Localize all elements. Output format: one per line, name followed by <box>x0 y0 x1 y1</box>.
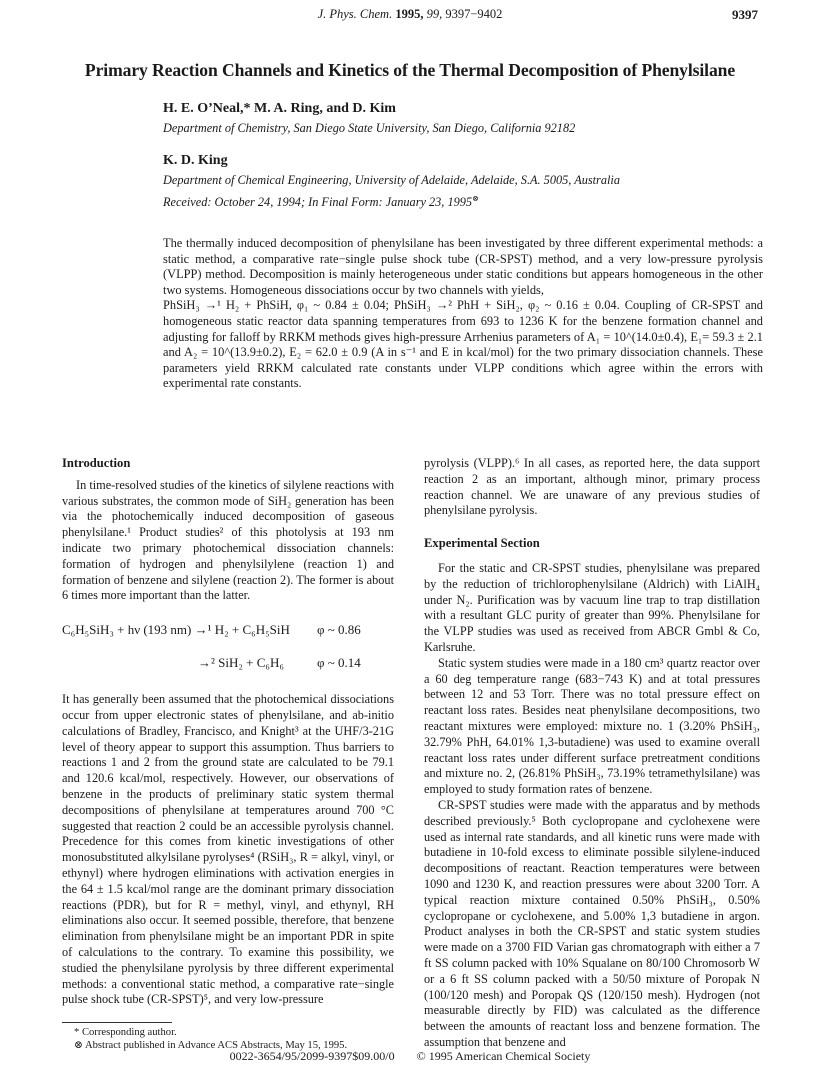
quantum-yield-2: φ ~ 0.14 <box>317 655 361 671</box>
footnotes <box>62 1022 394 1052</box>
footnote-corresponding: * Corresponding author. <box>74 1027 177 1038</box>
reaction-equation <box>62 622 394 682</box>
paragraph: It has generally been assumed that the photochemical dissociations occur from upper electronic states of phenylsilane, and ab-initio calculations of Bradley, Francisco, and Knight³ at the UHF/3-21G level of theory appear to support this assumption. Thus barriers to reactions 1 and 2 from the ground state are calculated to be 79.1 and 120.6 kcal/mol, respectively. However, our observations of benzene in the products of preliminary static system thermal decompositions of phenylsilane at temperatures around 700 °C suggested that reaction 2 could be an accessible pyrolysis channel. Precedence for this comes from kinetic investigations of other monosubstituted alkylsilane pyrolyses⁴ (RSiH₃, R = alkyl, vinyl, or ethynyl) where hydrogen eliminations with activation energies in the 64 ± 1.5 kcal/mol range are the dominant primary dissociation reactions (PDR), but for R = methyl, vinyl, and ethynyl, RH eliminations also occur. It seemed possible, therefore, that benzene elimination from phenylsilane might be an important PDR in spite of calculations to the contrary. To examine this possibility, we studied the phenylsilane pyrolysis by three different experimental methods: a conventional static method, a comparative rate−single pulse shock tube (CR-SPST)⁵, and very low-pressure <box>62 692 394 1007</box>
footnote-abstract: ⊗ Abstract published in Advance ACS Abstracts, May 15, 1995. <box>74 1040 348 1051</box>
left-column <box>62 456 394 1008</box>
journal-citation <box>0 7 820 22</box>
running-head <box>0 5 820 25</box>
paragraph: CR-SPST studies were made with the apparatus and by methods described previously.⁵ Both cyclopropane and cyclohexene were used as internal rate standards, and all kinetic runs were made with butadiene in 10-fold excess to eliminate possible silylene-induced decompositions of reactant. Reaction temperatures were between 1090 and 1230 K, and reaction pressures were about 3200 Torr. A typical reaction mixture contained 0.50% PhSiH₃, 0.50% cyclopropane or cyclohexene, and 5.00% 1,3 butadiene in argon. Product analyses in both the CR-SPST and static system studies were made on a 3700 FID Varian gas chromatograph with either a 7 ft SS column packed with 10% Squalane on 80/100 Chromosorb W or a 6 ft SS column packed with a 50/50 mixture of Poropak N (100/120 mesh) and Poropak QS (120/150 mesh). Hydrogen (not measurable directly by FID) was calculated as the difference between the amounts of reactant loss and benzene formation. The assumption that benzene and <box>424 797 760 1049</box>
page-number: 9397 <box>732 7 758 22</box>
paper-title: Primary Reaction Channels and Kinetics of the Thermal Decomposition of Phenylsilane <box>84 60 736 80</box>
section-heading: Experimental Section <box>424 536 540 551</box>
author-group-2 <box>163 153 763 210</box>
journal-year: 1995, <box>395 7 424 21</box>
authors: H. E. O’Neal,* M. A. Ring, and D. Kim <box>163 101 396 116</box>
affiliation: Department of Chemical Engineering, University of Adelaide, Adelaide, S.A. 5005, Australia <box>163 173 620 187</box>
right-column <box>424 456 760 1051</box>
article-code: 0022-3654/95/2099-9397$09.00/0 <box>229 1049 395 1063</box>
journal-name: J. Phys. Chem. <box>317 7 393 21</box>
authors: K. D. King <box>163 153 228 168</box>
equation-line-1: C₆H₅SiH₃ + hν (193 nm) →¹ H₂ + C₆H₅SiH <box>62 622 290 638</box>
author-group-1 <box>163 101 763 136</box>
received-dates: Received: October 24, 1994; In Final Form: January 23, 1995⊗ <box>163 193 479 209</box>
quantum-yield-1: φ ~ 0.86 <box>317 622 361 638</box>
paragraph: Static system studies were made in a 180 cm³ quartz reactor over a 60 deg temperature range (683−743 K) and at total pressures between 12 and 53 Torr. There was no total pressure effect on reactant loss rates. Besides neat phenylsilane decompositions, two reactant mixtures were employed: mixture no. 1 (3.20% PhSiH₃, 32.79% PhH, 64.01% 1,3-butadiene) was used to examine overall reactant loss rates under different surface pretreatment conditions and mixture no. 2, (26.81% PhSiH₃, 73.19% tetramethylsilane) was employed to study formation rates of benzene. <box>424 655 760 797</box>
paragraph: For the static and CR-SPST studies, phenylsilane was prepared by the reduction of trichlorophenylsilane (Aldrich) with LiAlH₄ under N₂. Purification was by vacuum line trap to trap distillation with a resultant GLC purity of greater than 99%. Phenylsilane for the VLPP studies was used as received from ABCR Gmbl & Co, Karlsruhe. <box>424 560 760 654</box>
copyright: © 1995 American Chemical Society <box>416 1049 591 1063</box>
abstract-part-2: PhSiH₃ →¹ H₂ + PhSiH, φ₁ ~ 0.84 ± 0.04; PhSiH₃ →² PhH + SiH₂, φ₂ ~ 0.16 ± 0.04. Coupling of CR-SPST and homogeneous static reactor data spanning temperatures from 693 to 1236 K for the benzene formation channel and adjusting for falloff by RRKM methods gives high-pressure Arrhenius parameters of A₁ = 10^(14.0±0.4), E₁= 59.3 ± 2.1 and A₂ = 10^(13.9±0.2), E₂ = 62.0 ± 0.9 (A in s⁻¹ and E in kcal/mol) for the two primary dissociation channels. These parameters yield RRKM calculated rate constants under VLPP conditions which agree within the errors with experimental rate constants. <box>163 298 763 391</box>
paragraph: pyrolysis (VLPP).⁶ In all cases, as reported here, the data support reaction 2 as an important, although minor, primary process reaction channel. We are unaware of any previous studies of phenylsilane pyrolysis. <box>424 456 760 518</box>
abstract-part-1: The thermally induced decomposition of phenylsilane has been investigated by three different experimental methods: a static method, a comparative rate−single pulse shock tube (CR-SPST) method, and a very low-pressure pyrolysis (VLPP) method. Decomposition is mainly heterogeneous under static conditions but appears homogeneous in the other two systems. Homogeneous dissociations occur by two channels with yields, <box>163 236 763 297</box>
journal-volume: 99, <box>426 7 443 21</box>
affiliation: Department of Chemistry, San Diego State University, San Diego, California 92182 <box>163 121 576 135</box>
page-footer <box>0 1049 820 1064</box>
paragraph: In time-resolved studies of the kinetics of silylene reactions with various substrates, the common mode of SiH₂ generation has been via the photochemically induced decomposition of gaseous phenylsilane.¹ Product studies² of this photolysis at 193 nm indicate two primary photochemical dissociation channels: formation of hydrogen and phenylsilylene (reaction 1) and formation of benzene and silylene (reaction 2). The former is about 6 times more important than the latter. <box>62 477 394 603</box>
section-heading: Introduction <box>62 456 131 470</box>
journal-pages: 9397−9402 <box>445 7 503 21</box>
abstract <box>163 236 763 392</box>
footnote-rule <box>62 1022 172 1023</box>
equation-line-2: →² SiH₂ + C₆H₆ <box>198 655 284 671</box>
